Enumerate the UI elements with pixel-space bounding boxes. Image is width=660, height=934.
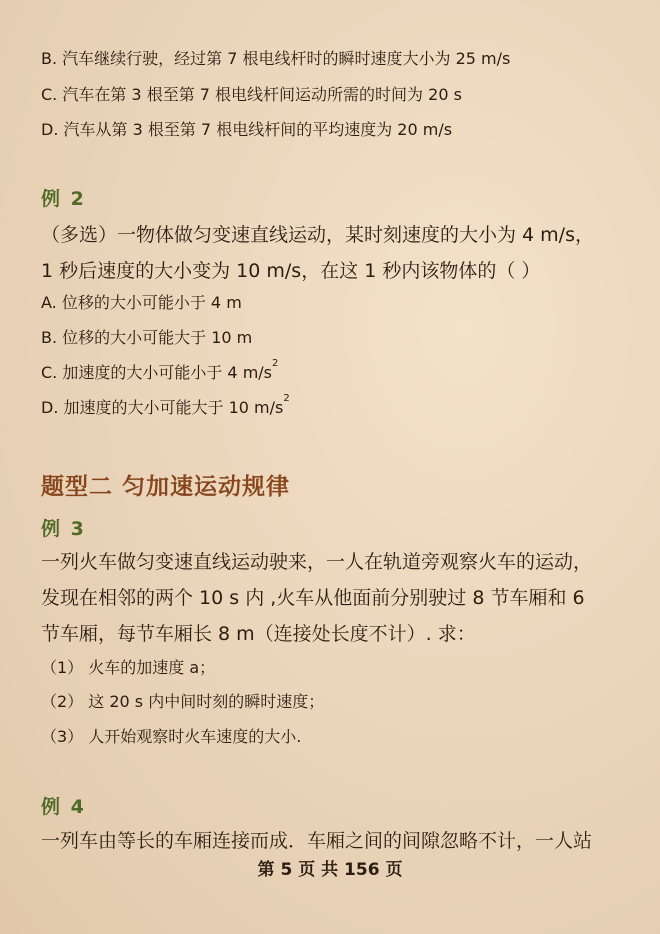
example-3-question-2: （2） 这 20 s 内中间时刻的瞬时速度； <box>41 692 325 711</box>
example-3-question-3: （3） 人开始观察时火车速度的大小. <box>41 727 302 746</box>
example-2-option-d: D. 加速度的大小可能大于 10 $m/s^2$ <box>41 393 290 417</box>
option-b-prev: B. 汽车继续行驶，经过第 7 根电线杆时的瞬时速度大小为 25 m/s <box>41 49 511 68</box>
example-2-heading: 例 2 <box>41 188 86 210</box>
option-c-superscript: 2 <box>272 358 279 369</box>
option-c-prev: C. 汽车在第 3 根至第 7 根电线杆间运动所需的时间为 20 s <box>41 85 462 104</box>
example-3-line-1: 一列火车做匀变速直线运动驶来，一人在轨道旁观察火车的运动， <box>41 551 593 573</box>
example-2-option-a: A. 位移的大小可能小于 4 m <box>41 293 242 312</box>
example-3-line-3: 节车厢，每节车厢长 8 m（连接处长度不计）. 求： <box>41 623 476 645</box>
example-3-line-2: 发现在相邻的两个 10 s 内 ,火车从他面前分别驶过 8 节车厢和 6 <box>41 587 585 609</box>
example-2-question-line-1: （多选）一物体做匀变速直线运动，某时刻速度的大小为 4 m/s， <box>41 224 594 246</box>
option-d-superscript: 2 <box>283 393 290 404</box>
page-footer: 第 5 页 共 156 页 <box>257 860 403 880</box>
example-2-option-b: B. 位移的大小可能大于 10 m <box>41 328 253 347</box>
section-title: 题型二 匀加速运动规律 <box>41 474 291 500</box>
example-2-option-c: C. 加速度的大小可能小于 4 $m/s^2$ <box>41 358 279 382</box>
example-2-question-line-2: 1 秒后速度的大小变为 10 m/s，在这 1 秒内该物体的（ ） <box>41 260 541 282</box>
example-4-line-1: 一列车由等长的车厢连接而成．车厢之间的间隙忽略不计，一人站 <box>41 830 593 852</box>
example-4-heading: 例 4 <box>41 796 86 818</box>
example-3-question-1: （1） 火车的加速度 a； <box>41 658 216 677</box>
example-3-heading: 例 3 <box>41 518 86 540</box>
option-d-prev: D. 汽车从第 3 根至第 7 根电线杆间的平均速度为 20 m/s <box>41 120 453 139</box>
